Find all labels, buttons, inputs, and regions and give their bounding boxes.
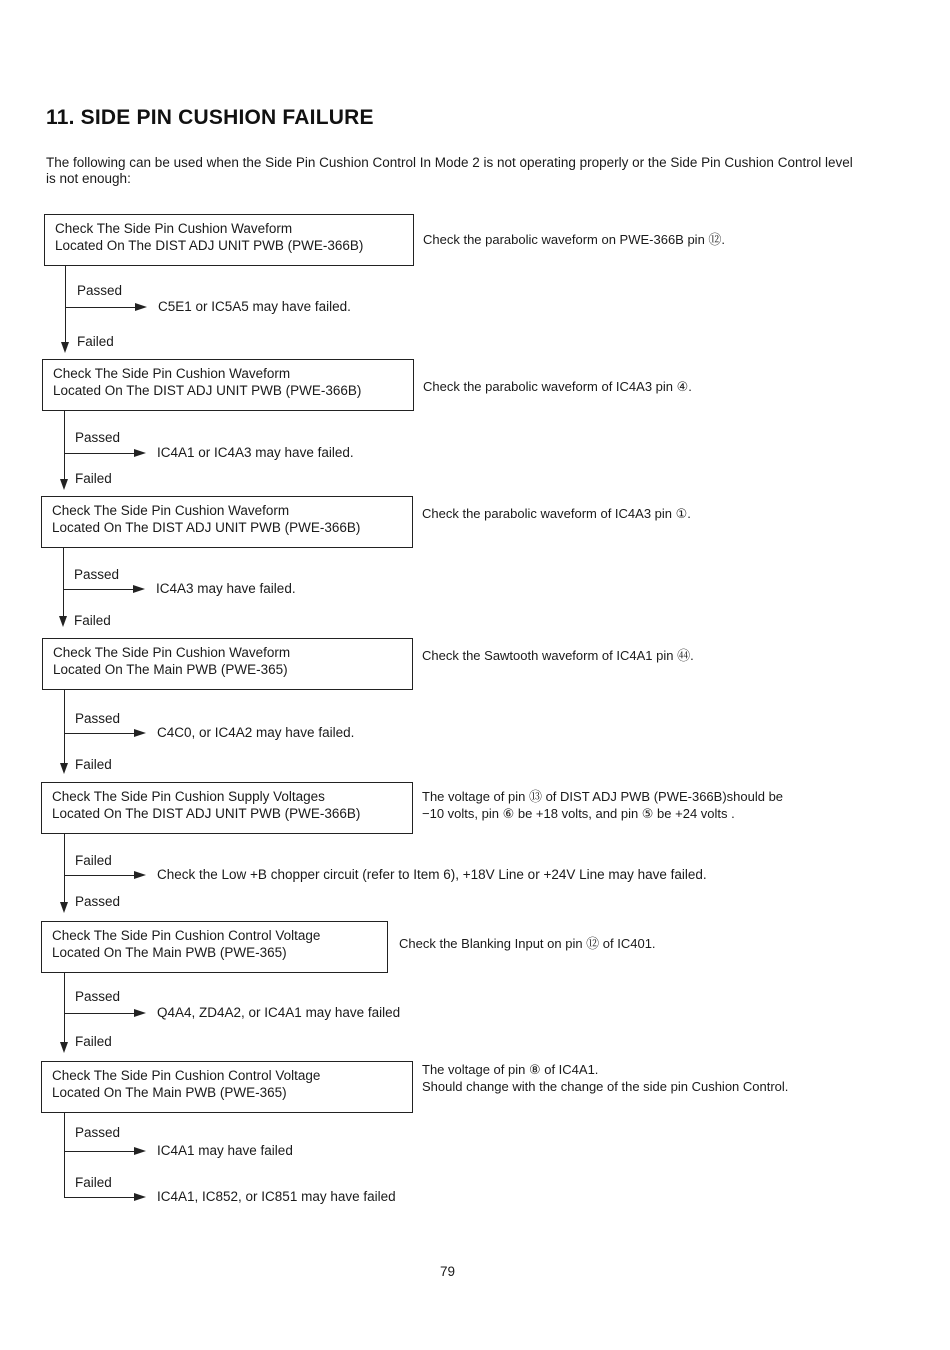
check-note-1-line-1: Check the parabolic waveform on PWE-366B pin ⑫. (423, 232, 726, 247)
branch-label-failed-5: Failed (75, 853, 112, 868)
flow-line-4 (64, 690, 65, 765)
check-note-2-line-1: Check the parabolic waveform of IC4A3 pin ④. (423, 379, 692, 394)
check-note-6-line-1: Check the Blanking Input on pin ⑫ of IC401. (399, 936, 656, 951)
branch-line-6 (64, 1013, 134, 1014)
result-5: Check the Low +B chopper circuit (refer to Item 6), +18V Line or +24V Line may have failed. (157, 867, 707, 882)
flow-line-6 (64, 973, 65, 1045)
check-box-6-line-2: Located On The Main PWB (PWE-365) (52, 944, 287, 960)
down-arrow-1 (61, 342, 69, 353)
branch-label-passed-4: Passed (75, 711, 121, 726)
check-note-3 (422, 506, 691, 523)
check-note-3-line-1: Check the parabolic waveform of IC4A3 pin ①. (422, 506, 691, 521)
right-arrow-2 (134, 449, 146, 457)
check-box-2 (42, 359, 414, 411)
right-arrow-7b (134, 1193, 146, 1201)
result-7: IC4A1 may have failed (157, 1143, 293, 1158)
flow-line-2 (64, 411, 65, 479)
branch-label-failed-1: Failed (77, 334, 114, 349)
flow-line-5 (64, 834, 65, 904)
branch-label-failed-4: Failed (75, 757, 112, 772)
result-1: C5E1 or IC5A5 may have failed. (158, 299, 351, 314)
right-arrow-3 (133, 585, 145, 593)
check-box-1-line-1: Check The Side Pin Cushion Waveform (55, 221, 293, 236)
intro-paragraph: The following can be used when the Side Pin Cushion Control In Mode 2 is not operating properly or the Side Pin Cushion Control level is not enough: (46, 155, 853, 186)
branch-line-1 (65, 307, 135, 308)
result-4: C4C0, or IC4A2 may have failed. (157, 725, 355, 740)
check-box-7-line-2: Located On The Main PWB (PWE-365) (52, 1084, 287, 1100)
flow-line-1 (65, 266, 66, 342)
branch-label-passed-6: Passed (75, 989, 121, 1004)
down-arrow-2 (60, 479, 68, 490)
check-note-5-line-2: −10 volts, pin ⑥ be +18 volts, and pin ⑤ be +24 volts . (422, 805, 735, 821)
right-arrow-4 (134, 729, 146, 737)
check-box-3 (41, 496, 413, 548)
section-title: 11. SIDE PIN CUSHION FAILURE (46, 106, 374, 129)
result-6: Q4A4, ZD4A2, or IC4A1 may have failed (157, 1005, 401, 1020)
check-box-4 (42, 638, 413, 690)
branch-line-7b (64, 1197, 134, 1198)
check-note-6 (399, 936, 656, 953)
flow-line-7 (64, 1113, 65, 1198)
branch-label-passed-2: Passed (75, 430, 121, 445)
right-arrow-5 (134, 871, 146, 879)
check-box-4-line-2: Located On The Main PWB (PWE-365) (53, 661, 288, 677)
page-number: 79 (440, 1264, 456, 1279)
result-3: IC4A3 may have failed. (156, 581, 296, 596)
check-note-5-line-1: The voltage of pin ⑬ of DIST ADJ PWB (PWE-366B)should be (422, 789, 784, 804)
right-arrow-6 (134, 1009, 146, 1017)
branch-label-passed-7: Passed (75, 1125, 121, 1140)
check-note-1 (423, 232, 725, 249)
check-box-2-line-1: Check The Side Pin Cushion Waveform (53, 366, 291, 381)
check-note-5 (422, 789, 783, 822)
branch-label-passed-5: Passed (75, 894, 121, 909)
branch-line-3 (63, 589, 133, 590)
check-note-4 (422, 648, 694, 665)
right-arrow-1 (135, 303, 147, 311)
check-note-2 (423, 379, 692, 396)
down-arrow-4 (60, 763, 68, 774)
check-box-7-line-1: Check The Side Pin Cushion Control Voltage (52, 1068, 321, 1083)
branch-line-5 (64, 875, 134, 876)
check-box-2-line-2: Located On The DIST ADJ UNIT PWB (PWE-366B) (53, 382, 362, 398)
branch-label-failed-6: Failed (75, 1034, 112, 1049)
check-box-6 (41, 921, 388, 973)
down-arrow-3 (59, 616, 67, 627)
result-2: IC4A1 or IC4A3 may have failed. (157, 445, 354, 460)
branch-label-failed-2: Failed (75, 471, 112, 486)
flow-line-3 (63, 548, 64, 621)
check-box-7 (41, 1061, 413, 1113)
check-box-5-line-1: Check The Side Pin Cushion Supply Voltages (52, 789, 325, 804)
check-box-4-line-1: Check The Side Pin Cushion Waveform (53, 645, 291, 660)
branch-label-passed-3: Passed (74, 567, 120, 582)
branch-line-2 (64, 453, 134, 454)
check-note-7-line-1: The voltage of pin ⑧ of IC4A1. (422, 1062, 599, 1077)
check-box-5 (41, 782, 413, 834)
check-box-1 (44, 214, 414, 266)
branch-label-failed-7: Failed (75, 1175, 112, 1190)
check-box-5-line-2: Located On The DIST ADJ UNIT PWB (PWE-366B) (52, 805, 361, 821)
branch-line-7 (64, 1151, 134, 1152)
branch-label-failed-3: Failed (74, 613, 111, 628)
result-7b: IC4A1, IC852, or IC851 may have failed (157, 1189, 396, 1204)
check-box-3-line-2: Located On The DIST ADJ UNIT PWB (PWE-366B) (52, 519, 361, 535)
right-arrow-7 (134, 1147, 146, 1155)
check-box-1-line-2: Located On The DIST ADJ UNIT PWB (PWE-366B) (55, 237, 364, 253)
branch-label-passed-1: Passed (77, 283, 123, 298)
down-arrow-6 (60, 1042, 68, 1053)
down-arrow-5 (60, 902, 68, 913)
check-box-6-line-1: Check The Side Pin Cushion Control Voltage (52, 928, 321, 943)
check-note-7-line-2: Should change with the change of the side pin Cushion Control. (422, 1078, 789, 1094)
check-box-3-line-1: Check The Side Pin Cushion Waveform (52, 503, 290, 518)
check-note-4-line-1: Check the Sawtooth waveform of IC4A1 pin ㊹. (422, 648, 694, 663)
branch-line-4 (64, 733, 134, 734)
check-note-7 (422, 1062, 788, 1095)
